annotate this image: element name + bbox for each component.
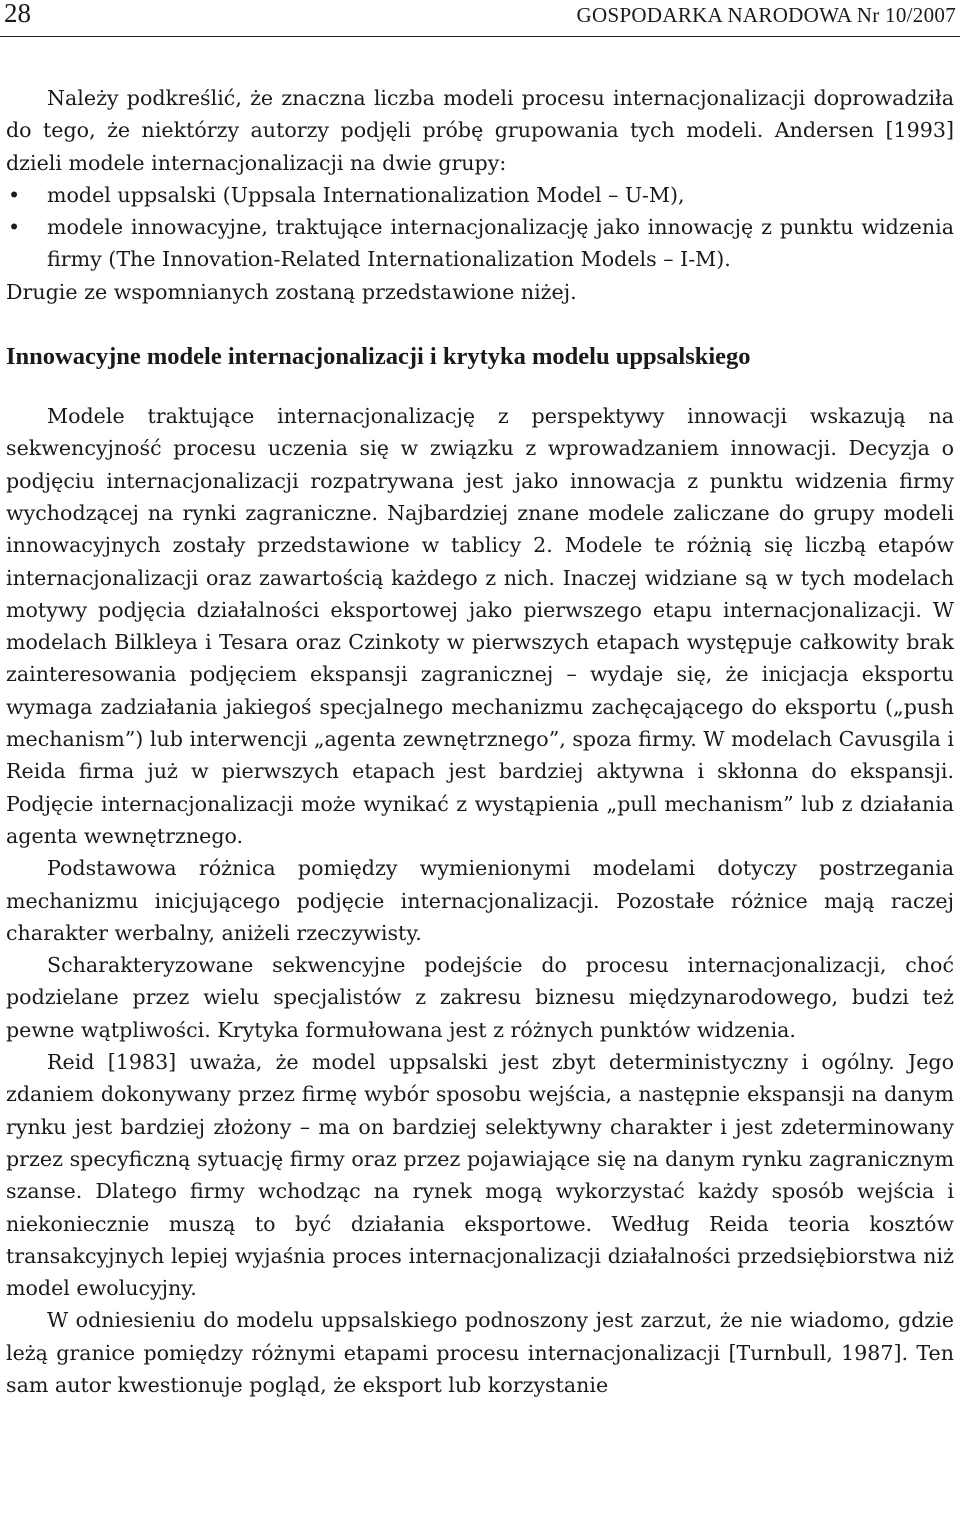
- running-head: GOSPODARKA NARODOWA Nr 10/2007: [576, 3, 956, 27]
- page-header: [0, 0, 960, 37]
- intro-closing: Drugie ze wspomnianych zostaną przedstawione niżej.: [6, 279, 577, 304]
- paragraph: Podstawowa różnica pomiędzy wymienionymi modelami dotyczy postrzegania mechanizmu inicjującego podjęcie internacjonalizacji. Pozostałe różnice mają raczej charakter werbalny, aniżeli rzeczywisty.: [6, 856, 954, 945]
- bullet-item: [6, 179, 954, 211]
- body-text: [6, 82, 954, 1401]
- bullet-text: model uppsalski (Uppsala Internationalization Model – U-M),: [47, 182, 685, 207]
- paragraph: W odniesieniu do modelu uppsalskiego podnoszony jest zarzut, że nie wiadomo, gdzie leżą granice pomiędzy różnymi etapami procesu internacjonalizacji [Turnbull, 1987]. Ten sam autor kwestionuje pogląd, że eksport lub korzystanie: [6, 1308, 954, 1397]
- bullet-list: [6, 179, 954, 276]
- bullet-text: modele innowacyjne, traktujące internacjonalizację jako innowację z punktu widzenia firmy (The Innovation-Related Internationalization Models – I-M).: [47, 215, 954, 272]
- intro-paragraph: Należy podkreślić, że znaczna liczba modeli procesu internacjonalizacji doprowadziła do tego, że niektórzy autorzy podjęli próbę grupowania tych modeli. Andersen [1993] dzieli modele internacjonalizacji na dwie grupy:: [6, 86, 954, 175]
- bullet-icon: •: [8, 182, 21, 207]
- bullet-item: [6, 211, 954, 276]
- page-number: 28: [4, 0, 31, 28]
- paragraph: Scharakteryzowane sekwencyjne podejście do procesu internacjonalizacji, choć podzielane przez wielu specjalistów z zakresu biznesu międzynarodowego, budzi też pewne wątpliwości. Krytyka formułowana jest z różnych punktów widzenia.: [6, 953, 954, 1042]
- paragraph: Reid [1983] uważa, że model uppsalski jest zbyt deterministyczny i ogólny. Jego zdaniem dokonywany przez firmę wybór sposobu wejścia, a następnie ekspansji na danym rynku jest bardziej złożony – ma on bardziej selektywny charakter i jest zdeterminowany przez specyficzną sytuację firmy oraz przez pojawiające się na danym rynku zagranicznym szanse. Dlatego firmy wchodząc na rynek mogą wykorzystać każdy sposób wejścia i niekoniecznie muszą to być działania eksportowe. Według Reida teoria kosztów transakcyjnych lepiej wyjaśnia proces internacjonalizacji działalności przedsiębiorstwa niż model ewolucyjny.: [6, 1050, 954, 1301]
- section-heading: Innowacyjne modele internacjonalizacji i krytyka modelu uppsalskiego: [6, 343, 751, 371]
- paragraph: Modele traktujące internacjonalizację z perspektywy innowacji wskazują na sekwencyjność procesu uczenia się w związku z wprowadzaniem innowacji. Decyzja o podjęciu internacjonalizacji rozpatrywana jest jako innowacja z punktu widzenia firmy wychodzącej na rynki zagraniczne. Najbardziej znane modele zaliczane do grupy modeli innowacyjnych zostały przedstawione w tablicy 2. Modele te różnią się liczbą etapów internacjonalizacji oraz zawartością każdego z nich. Inaczej widziane są w tych modelach motywy podjęcia działalności eksportowej jako pierwszego etapu internacjonalizacji. W modelach Bilkleya i Tesara oraz Czinkoty w pierwszych etapach występuje całkowity brak zainteresowania podjęciem ekspansji zagranicznej – wydaje się, że inicjacja eksportu wymaga zadziałania jakiegoś specjalnego mechanizmu zachęcającego do eksportu („push mechanism”) lub interwencji „agenta zewnętrznego”, spoza firmy. W modelach Cavusgila i Reida firma już w pierwszych etapach jest bardziej aktywna i skłonna do ekspansji. Podjęcie internacjonalizacji może wynikać z wystąpienia „pull mechanism” lub z działania agenta wewnętrznego.: [6, 404, 954, 848]
- bullet-icon: •: [8, 215, 21, 240]
